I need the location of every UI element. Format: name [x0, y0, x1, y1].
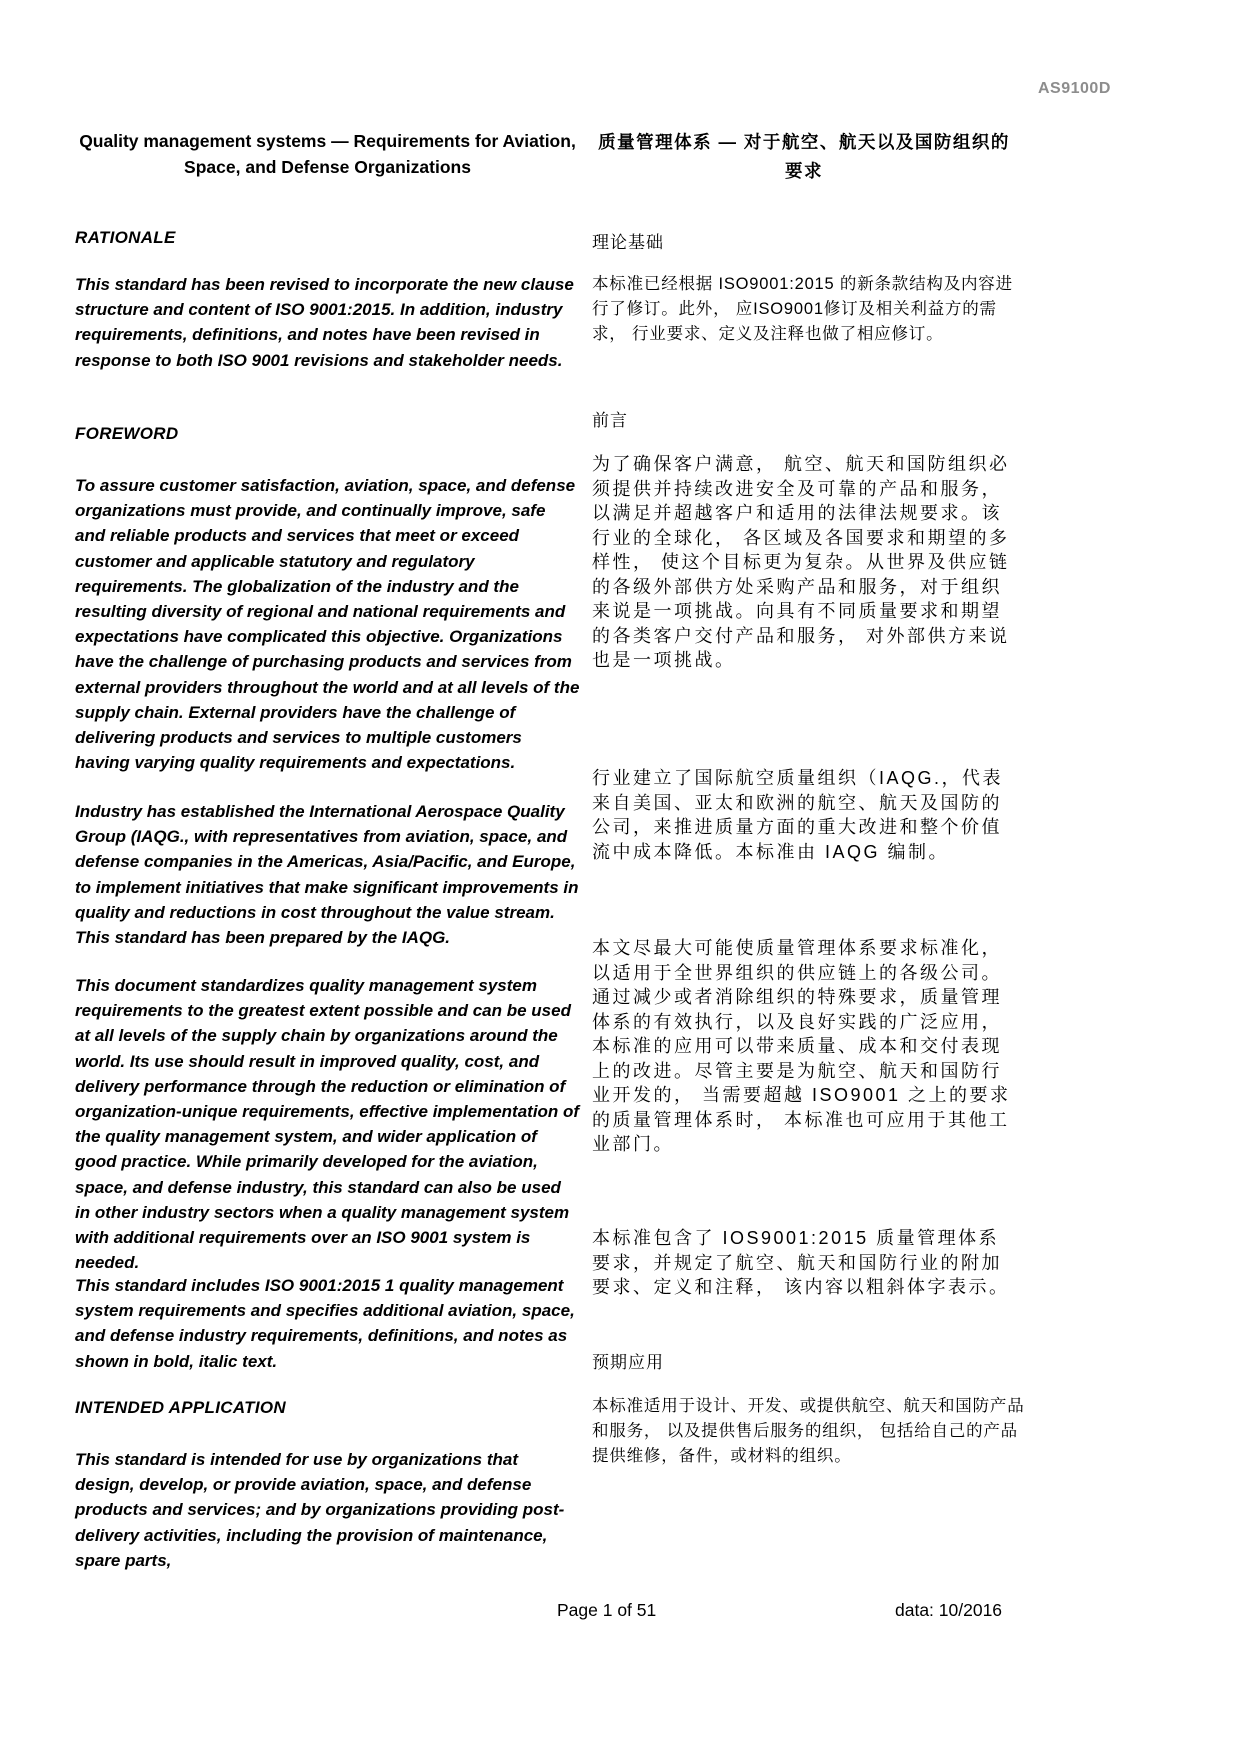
chinese-title: 质量管理体系 — 对于航空、航天以及国防组织的要求 [598, 132, 1010, 181]
doc-code-label: AS9100D [1038, 80, 1111, 97]
english-foreword-paragraph-1: To assure customer satisfaction, aviation, space, and defense organizations must provide, and continually improve, safe and reliable products and services that meet or exceed customer and applicable statutory and regulatory requirements. The globalization of the industry and the resulting diversity of regional and national requirements and expectations have complicated this objective. Organizations have the challenge of purchasing products and services from external providers throughout the world and at all levels of the supply chain. External providers have the challenge of delivering products and services to multiple customers having varying quality requirements and expectations. [75, 476, 585, 773]
english-foreword-paragraph-4: This standard includes ISO 9001:2015 1 quality management system requirements and specifies additional aviation, space, and defense industry requirements, definitions, and notes as shown in bold, italic text. [75, 1276, 580, 1371]
english-intended-application-paragraph: This standard is intended for use by organizations that design, develop, or provide aviation, space, and defense products and services; and by organizations providing post-delivery activities, including the provision of maintenance, spare parts, [75, 1450, 565, 1570]
chinese-intended-application-heading: 预期应用 [592, 1353, 664, 1372]
english-rationale-paragraph: This standard has been revised to incorporate the new clause structure and content of ISO 9001:2015. In addition, industry requirements, definitions, and notes have been revised in response to both ISO 9001 revisions and stakeholder needs. [75, 275, 579, 370]
chinese-rationale-heading: 理论基础 [592, 233, 664, 252]
chinese-foreword-paragraph-3: 本文尽最大可能使质量管理体系要求标准化，以适用于全世界组织的供应链上的各级公司。通过减少或者消除组织的特殊要求，质量管理体系的有效执行，以及良好实践的广泛应用， 本标准的应用可以带来质量、成本和交付表现上的改进。尽管主要是为航空、航天和国防行业开发的， 当需要超越 ISO9001 之上的要求的质量管理体系时， 本标准也可应用于其他工业部门。 [592, 938, 1011, 1154]
chinese-intended-application-paragraph: 本标准适用于设计、开发、或提供航空、航天和国防产品和服务， 以及提供售后服务的组织， 包括给自己的产品提供维修，备件，或材料的组织。 [592, 1397, 1025, 1465]
footer-date: data: 10/2016 [895, 1600, 1003, 1620]
chinese-foreword-paragraph-4: 本标准包含了 IOS9001:2015 质量管理体系要求，并规定了航空、航天和国防行业的附加要求、定义和注释， 该内容以粗斜体字表示。 [592, 1228, 1010, 1297]
chinese-foreword-heading: 前言 [592, 411, 628, 430]
english-intended-application-heading: INTENDED APPLICATION [75, 1398, 286, 1417]
chinese-rationale-paragraph: 本标准已经根据 ISO9001:2015 的新条款结构及内容进行了修订。此外， 应ISO9001修订及相关利益方的需求， 行业要求、定义及注释也做了相应修订。 [592, 275, 1013, 343]
chinese-foreword-paragraph-1: 为了确保客户满意， 航空、航天和国防组织必须提供并持续改进安全及可靠的产品和服务，以满足并超越客户和适用的法律法规要求。该行业的全球化， 各区域及各国要求和期望的多样性， 使这个目标更为复杂。从世界及供应链的各级外部供方处采购产品和服务，对于组织来说是一项挑战。向具有不同质量要求和期望的各类客户交付产品和服务， 对外部供方来说也是一项挑战。 [592, 454, 1010, 670]
english-foreword-paragraph-2: Industry has established the International Aerospace Quality Group (IAQG., with representatives from aviation, space, and defense companies in the Americas, Asia/Pacific, and Europe, to implement initiatives that make significant improvements in quality and reductions in cost throughout the value stream. This standard has been prepared by the IAQG. [75, 802, 584, 948]
chinese-foreword-paragraph-2: 行业建立了国际航空质量组织（IAQG.，代表来自美国、亚太和欧洲的航空、航天及国防的公司，来推进质量方面的重大改进和整个价值流中成本降低。本标准由 IAQG 编制。 [592, 768, 1004, 862]
english-foreword-paragraph-3: This document standardizes quality management system requirements to the greatest extent possible and can be used at all levels of the supply chain by organizations around the world. Its use should result in improved quality, cost, and delivery performance through the reduction or elimination of organization-unique requirements, effective implementation of the quality management system, and wider application of good practice. While primarily developed for the aviation, space, and defense industry, this standard can also be used in other industry sectors when a quality management system with additional requirements over an ISO 9001 system is needed. [75, 976, 584, 1273]
english-title: Quality management systems — Requirements for Aviation, Space, and Defense Organizations [79, 131, 576, 177]
english-rationale-heading: RATIONALE [75, 228, 176, 247]
english-foreword-heading: FOREWORD [75, 424, 179, 443]
footer-page-number: Page 1 of 51 [557, 1600, 657, 1620]
